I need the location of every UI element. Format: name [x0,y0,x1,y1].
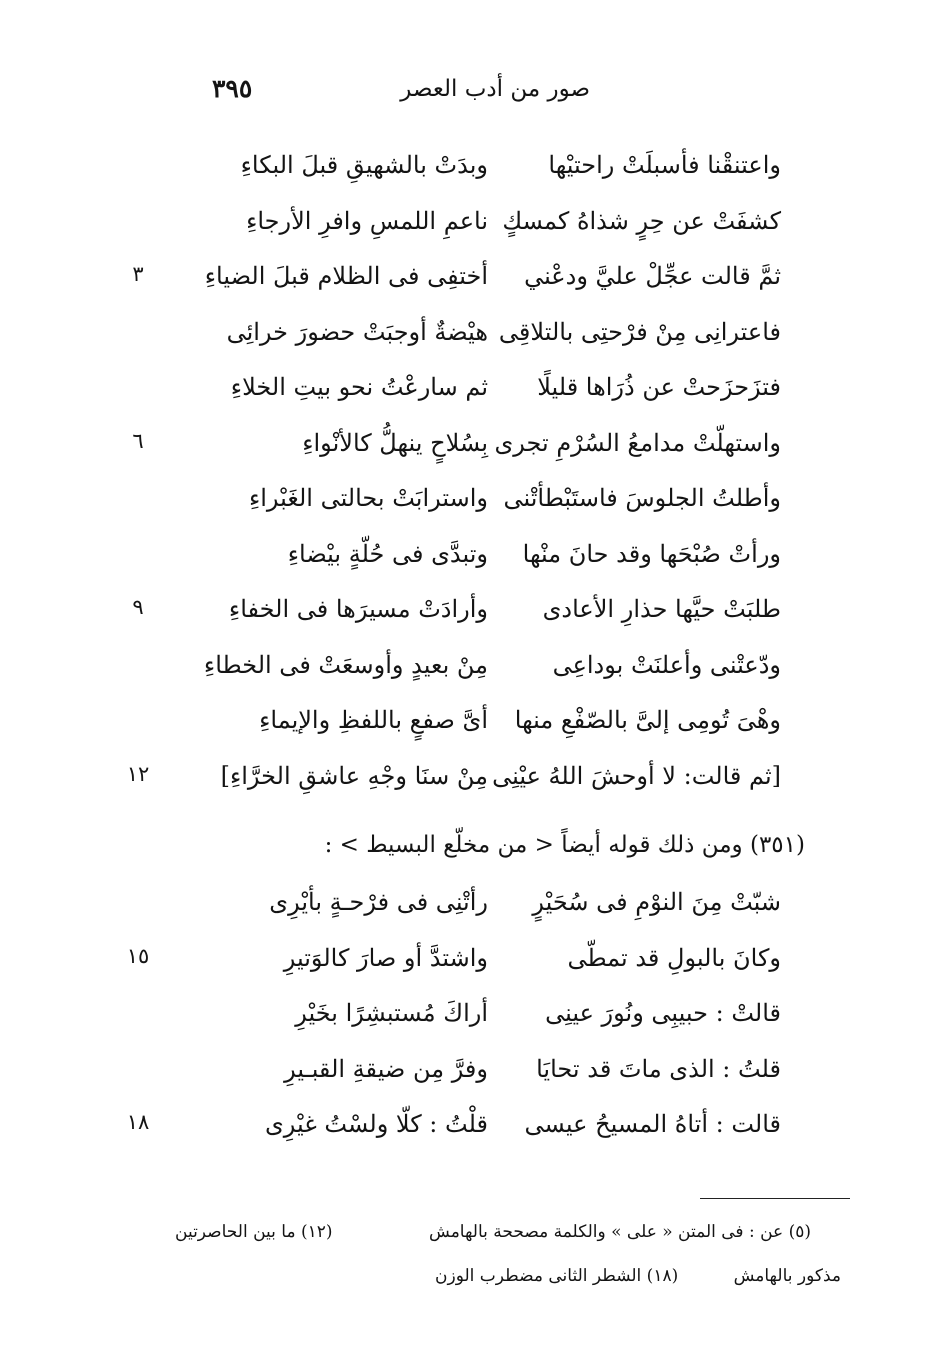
page-number: ٣٩٥ [212,74,253,103]
verse-second-hemistich: أختفِى فى الظلام قبلَ الضياءِ [204,262,488,290]
verse-second-hemistich: مِنْ بعيدٍ وأوسعَتْ فى الخطاءِ [203,650,488,679]
verse-first-hemistich: قلتُ : الذى ماتَ قد تحايَا [536,1054,781,1083]
verse-second-hemistich: أراكَ مُستبشِرًا بخَيْرِ [295,999,488,1027]
page-header [200,70,600,110]
verse-second-hemistich: واسترابَتْ بحالتى الغَبْراءِ [248,484,488,512]
verse-second-hemistich: وبدَتْ بالشهيقِ قبلَ البكاءِ [240,151,488,179]
verse-second-hemistich: واشتدَّ أو صارَ كالوَتيرِ [283,943,488,972]
section-heading: (٣٥١) ومن ذلك قوله أيضاً < من مخلّع البسيط > : [324,832,805,858]
line-number: ٦ [132,428,144,453]
verse-first-hemistich: شبّتْ مِنَ النوْمِ فى سُحَيْرٍ [532,888,781,916]
verse-second-hemistich: ثم سارعْتُ نحو بيتِ الخلاءِ [230,373,488,401]
verse-first-hemistich: واعتنقْنا فأسبلَتْ راحتيْها [548,151,781,179]
footnote-1-continuation: مذكور بالهامش [733,1266,841,1286]
verse-second-hemistich: مِنْ سنَا وجْهِ عاشقِ الخرَّاءِ] [220,761,488,790]
verse-first-hemistich: فاعترانِى مِنْ فرْحتِى بالتلاقِى [498,317,781,346]
footnote-1: (٥) عن : فى المتن « على » والكلمة مصححة بالهامش [429,1222,811,1242]
verse-first-hemistich: وأطلتُ الجلوسَ فاستَبْطأتْنى [503,484,781,512]
verse-first-hemistich: طلبَتْ حيَّها حذارِ الأعادى [542,595,781,623]
line-number: ١٢ [126,761,150,786]
verse-first-hemistich: كشفَتْ عن حِرٍ شذاهُ كمسكٍ [502,206,781,235]
running-title: صور من أدب العصر [400,76,590,102]
verse-first-hemistich: [ثم قالت: لا أوحشَ اللهُ عيْنِى [492,761,781,790]
verse-second-hemistich: وتبدَّى فى حُلّةٍ بيْضاءِ [287,539,488,568]
verse-second-hemistich: قلْتُ : كلّا ولسْتُ غيْرِى [264,1110,488,1138]
verse-first-hemistich: فتزَحزَحتْ عن ذُرَاها قليلًا [537,373,781,401]
verse-first-hemistich: ودّعتْنى وأعلنَتْ بوداعِى [552,650,781,679]
verse-first-hemistich: وكانَ بالبولِ قد تمطّى [567,943,781,972]
line-number: ١٥ [126,943,150,968]
verse-second-hemistich: وفرَّ مِن ضيقةِ القبـيرِ [284,1054,488,1083]
line-number: ٩ [132,595,144,619]
footnote-18: (١٨) الشطر الثانى مضطرب الوزن [435,1266,679,1286]
verse-first-hemistich: ثمَّ قالت عجِّلْ عليَّ ودعْني [524,262,781,290]
verse-first-hemistich: وهْىَ تُومِى إلىَّ بالصّفْعِ منها [514,706,781,734]
verse-second-hemistich: أىَّ صفعٍ باللفظِ والإيماءِ [259,706,488,734]
verse-second-hemistich: وأرادَتْ مسيرَها فى الخفاءِ [228,595,488,623]
verse-first-hemistich: واستهلّتْ مدامعُ السُرْمِ تجرى [494,428,781,457]
line-number: ٣ [132,262,144,286]
verse-second-hemistich: بِسُلاحٍ ينهلُّ كالأنْواءِ [302,428,488,457]
footnote-divider [700,1198,850,1199]
verse-second-hemistich: هيْضةٌ أوجبَتْ حضورَ خرائِى [226,317,488,346]
footnote-12: (١٢) ما بين الحاصرتين [175,1222,333,1242]
verse-second-hemistich: رأتْنِى فى فرْحـةٍ بأيْرِى [269,888,488,916]
verse-second-hemistich: ناعمِ اللمسِ وافرِ الأرجاءِ [246,206,488,235]
verse-first-hemistich: قالتْ : حبيبِى ونُورَ عينِى [545,999,781,1027]
line-number: ١٨ [126,1110,150,1134]
verse-first-hemistich: ورأتْ صُبْحَها وقد حانَ منْها [522,539,781,568]
verse-first-hemistich: قالت : أتاهُ المسيحُ عيسى [524,1110,781,1138]
